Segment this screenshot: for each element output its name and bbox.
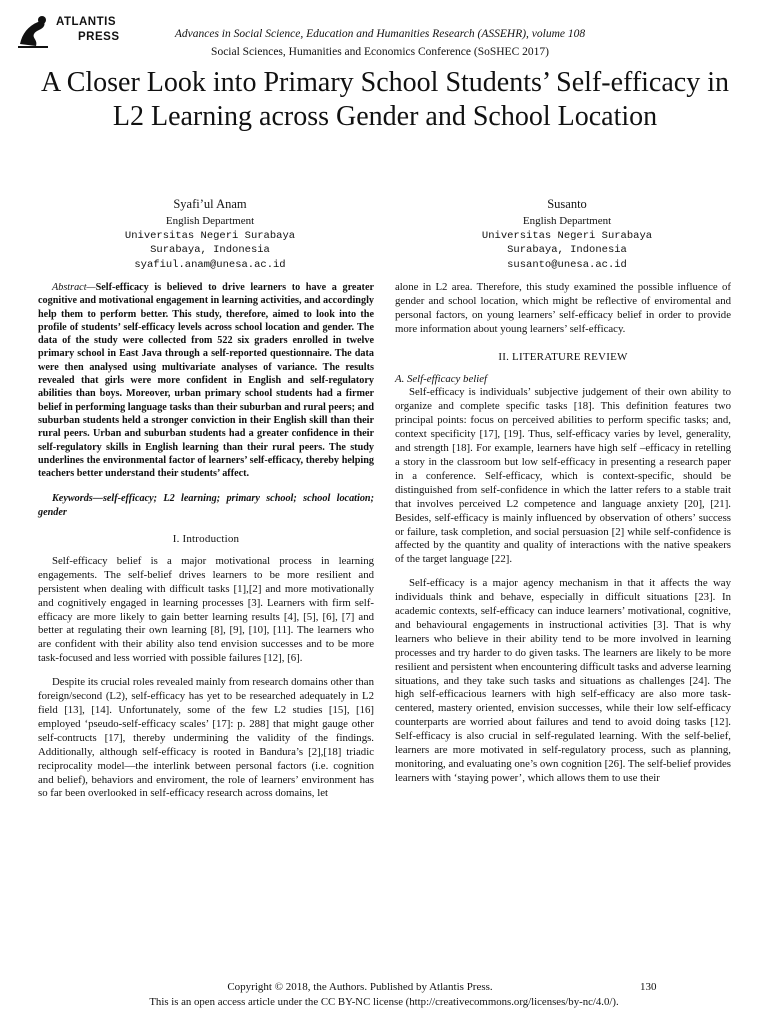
paper-title: A Closer Look into Primary School Students’ Self-efficacy in L2 Learning across Gender and School Location (41, 67, 729, 132)
publisher-logo (16, 14, 126, 54)
license-footer: This is an open access article under the CC BY-NC license (http://creativecommons.org/licenses/by-nc/4.0/). (149, 996, 619, 1008)
section-heading-introduction: I. Introduction (172, 533, 240, 546)
section-heading-literature-review: II. LITERATURE REVIEW (498, 350, 628, 363)
author-block-1 (90, 197, 330, 273)
author-name: Syafi’ul Anam (173, 197, 247, 211)
conference-header: Social Sciences, Humanities and Economics Conference (SoSHEC 2017) (211, 46, 549, 58)
abstract (38, 281, 374, 480)
author-univ: Universitas Negeri Surabaya (124, 229, 296, 242)
author-univ: Universitas Negeri Surabaya (481, 229, 653, 242)
copyright-footer: Copyright © 2018, the Authors. Published by Atlantis Press. (227, 981, 493, 993)
publisher-name-line1: ATLANTIS (56, 16, 117, 28)
author-name: Susanto (547, 197, 587, 211)
author-city: Surabaya, Indonesia (507, 244, 627, 257)
author-block-2 (447, 197, 687, 273)
left-column (38, 281, 374, 801)
keywords: Keywords—self-efficacy; L2 learning; primary school; school location; gender (38, 493, 374, 518)
author-dept: English Department (522, 214, 612, 227)
author-email: susanto@unesa.ac.id (507, 259, 627, 272)
atlantis-figure-icon (16, 14, 52, 50)
intro-paragraph-1: Self-efficacy belief is a major motivational process in learning engagements. The self-belief drives learners to be more resilient and persistent when dealing with difficult tasks [1],[2] and more motivationally and cognitively engaged in learning processes [3]. Learners with firm self-efficacy are more likely to gain better learning results [4], [5], [6], [7] and better at regulating their own learning [8], [9], [10], [11]. The learners who are confident with their ability also tend envision successes and to be more task-focused and less worried with possible failures [12], [6]. (38, 554, 374, 665)
literature-paragraph-2: Self-efficacy is a major agency mechanism in that it affects the way individuals think and behave, especially in difficult situations [23]. In academic contexts, self-efficacy can induce learners’ motivational, cognitive, and behavioural engagements in instructional activities [3]. That is why learners who believe in their ability tend to be more involved in learning processes and try harder to do given tasks. The learners are likely to be more resilient and persistent when encountering difficult tasks and adverse learning situations, and they take such tasks and situations as challenges [24]. The high self-efficacious learners with high self-efficacy are also more task-centered, mastery oriented, envision successes, while their low self-efficacy counterparts are worried about failures and tend to avoid doing tasks [12]. Self-efficacy is also crucial in self-regulated learning. With the self-belief, learners are more motivated in self-regulatory process, such as planning, monitoring, and evaluating one’s own cognition [26]. The self-belief provides learners with ‘staying power’, which allows them to use their (395, 577, 731, 784)
author-city: Surabaya, Indonesia (150, 244, 270, 257)
continued-paragraph: alone in L2 area. Therefore, this study examined the possible influence of gender and school location, which might be reflective of enviromental and personal factors, on young learners’ self-efficacy belief in order to provide more information about young learners’ self-efficacy. (395, 281, 731, 335)
literature-paragraph-1: Self-efficacy is individuals’ subjective judgement of their own ability to organize and complete specific tasks [18]. This definition features two principal points: focus on perceived abilities to perform specific tasks; and, context specificity [17], [19]. Thus, self-efficacy varies by level, generality, and strength [18]. For example, learners have high self –efficacy in retelling a story in the classroom but low self-efficacy in presenting a research paper in a conference. Self-efficacy, which is context-specific, should be distinguished from self-confidence in which the latter refers to a stable trait that involves perceived L2 competence and language anxiety [20], [21]. Besides, self-efficacy is mainly influenced by observation of others’ success or failure, task completion, and social persuasion [2] while self-confidence is affected by the quantity and quality of interactions with the native speakers of the target language [22]. (395, 386, 731, 566)
author-email: syafiul.anam@unesa.ac.id (134, 259, 286, 272)
subsection-heading: A. Self-efficacy belief (395, 372, 488, 385)
abstract-label: Abstract— (52, 282, 96, 293)
journal-header: Advances in Social Science, Education and Humanities Research (ASSEHR), volume 108 (174, 28, 586, 40)
publisher-name-line2: PRESS (78, 31, 120, 43)
abstract-text: Self-efficacy is believed to drive learners to have a greater cognitive and motivational engagement in learning activities, and accordingly help them to perform better. This study, therefore, aimed to look into the profile of students’ self-efficacy levels across school location and gender. The data of the study were collected from 522 six graders enrolled in twelve primary school in East Java through a self-reported questionnaire. The data were then analysed using multivariate analyses of variance. The results revealed that girls were more confident in English and self-regulatory abilities than boys. Moreover, urban primary school students had a firmer belief in performing language tasks than their suburban and rural peers; and suburban students held a stronger conviction in their English skill than their rural peers. Urban and suburban students had a greater confidence in their self-regulatory skills in English learning than their rural peers. The study underlines the environmental factor of learners’ self-efficacy, thereby helping teachers better understand their students’ affect. (38, 282, 374, 480)
right-column (395, 281, 731, 786)
page-number: 130 (640, 981, 657, 993)
author-dept: English Department (165, 214, 255, 227)
intro-paragraph-2: Despite its crucial roles revealed mainly from research domains other than foreign/second (L2), self-efficacy has yet to be researched adequately in L2 field [13], [14]. Unfortunately, some of the few L2 studies [15], [16] employed ‘pseudo-self-efficacy scales’ [17]: p. 288] that might gauge other self-contructs [17], thereby undermining the validity of the findings. Additionally, although self-efficacy is rooted in Bandura’s [2],[18] triadic reciprocality model—the interlink between personal factors (i.e. cognition and belief), behaviors and enviroment, the role of learners’ environment has so far been overlooked in self-efficacy research across domains, let (38, 676, 374, 800)
